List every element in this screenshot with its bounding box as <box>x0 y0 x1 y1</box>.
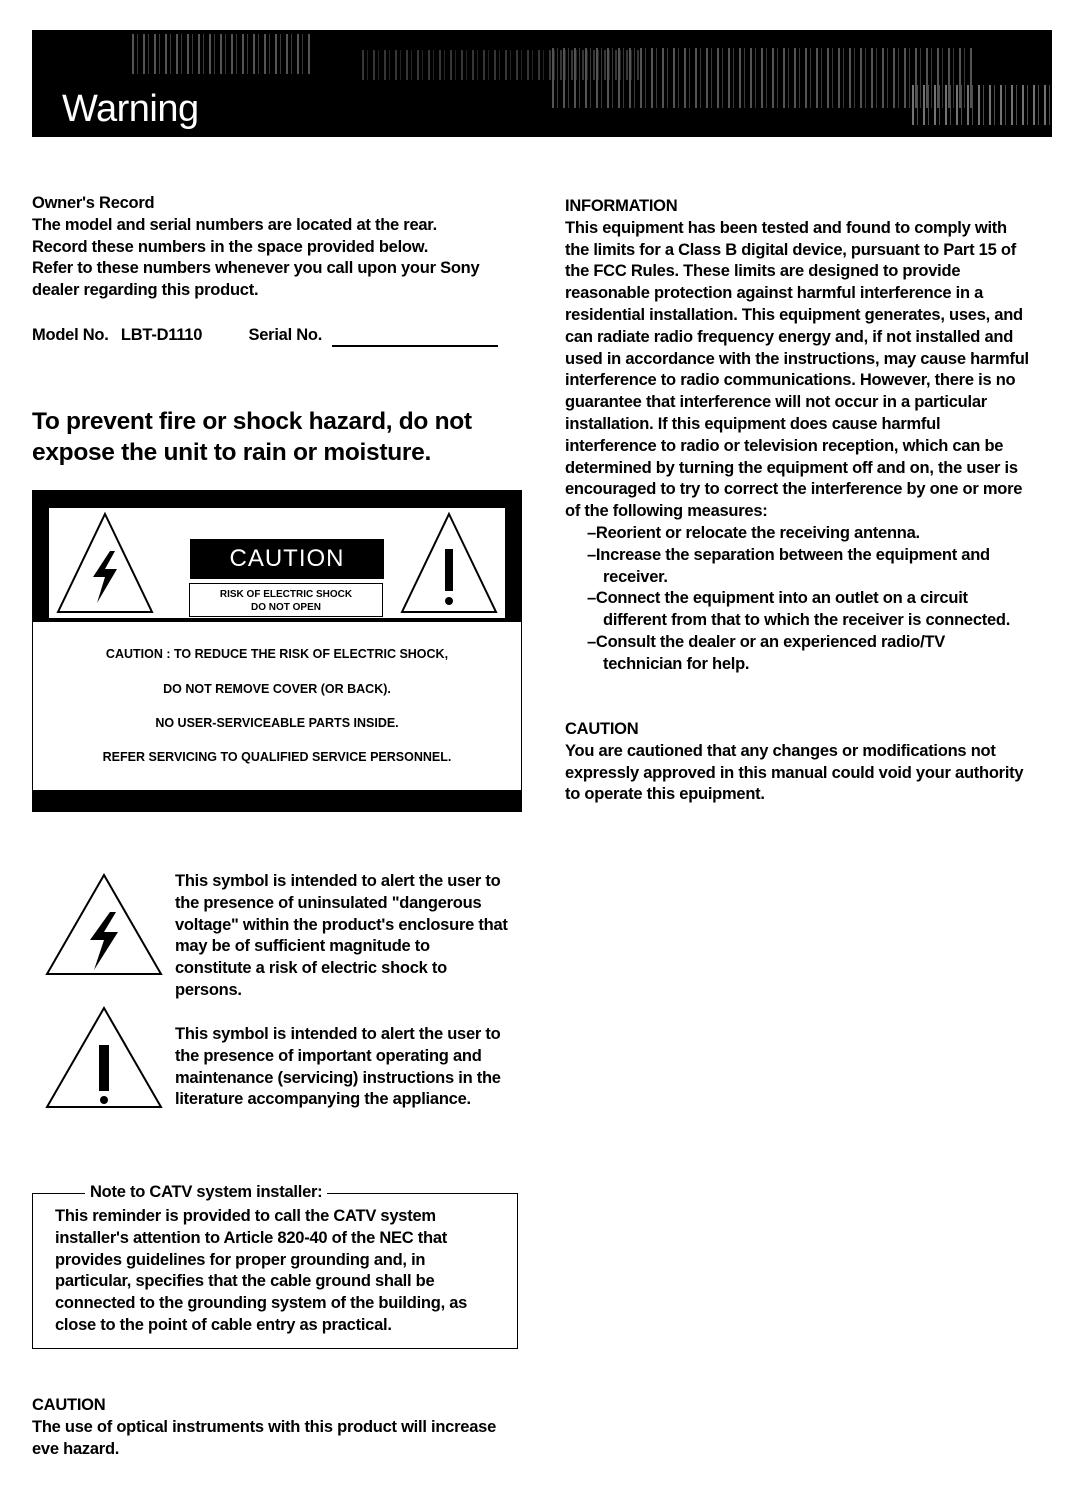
hazard-line: To prevent fire or shock hazard, do not <box>32 408 472 435</box>
modification-caution-line: to operate this epuipment. <box>565 785 765 804</box>
information-line: determined by turning the equipment off and on, the user is <box>565 458 1018 477</box>
caution-label <box>189 538 385 626</box>
catv-note-box <box>32 1183 518 1349</box>
description-line: constitute a risk of electric shock to <box>175 959 447 978</box>
information-line: of the following measures: <box>565 502 768 521</box>
owners-record-heading: Owner's Record <box>32 194 155 212</box>
lightning-triangle-icon <box>44 872 164 978</box>
information-line: residential installation. This equipment generates, uses, and <box>565 305 1023 324</box>
caution-plate-top <box>49 508 505 618</box>
measure-line: technician for help. <box>603 654 750 673</box>
catv-note-line: provides guidelines for proper grounding and, in <box>55 1250 426 1269</box>
optical-caution-line: eve hazard. <box>32 1439 120 1458</box>
model-label: Model No. <box>32 326 109 344</box>
warning-banner <box>32 30 1052 137</box>
information-line: interference to radio communications. However, there is no <box>565 371 1016 390</box>
caution-sub-box <box>189 583 383 617</box>
caution-plate-line: REFER SERVICING TO QUALIFIED SERVICE PERSONNEL. <box>102 750 452 764</box>
caution-sub-line: RISK OF ELECTRIC SHOCK <box>219 589 353 600</box>
modification-caution-heading: CAUTION <box>565 720 639 738</box>
caution-word: CAUTION <box>190 539 384 579</box>
model-value: LBT-D1110 <box>120 326 203 344</box>
catv-note-line: This reminder is provided to call the CATV system <box>55 1207 436 1225</box>
information-line: reasonable protection against harmful interference in a <box>565 284 984 303</box>
catv-note-line: particular, specifies that the cable ground shall be <box>55 1272 435 1291</box>
caution-plate-line: DO NOT REMOVE COVER (OR BACK). <box>163 682 391 696</box>
measure-line: –Increase the separation between the equipment and <box>587 545 990 564</box>
information-heading: INFORMATION <box>565 197 678 215</box>
catv-note-line: connected to the grounding system of the building, as <box>55 1294 468 1313</box>
owners-record-line: The model and serial numbers are located at the rear. <box>32 215 437 234</box>
owners-record-line: Refer to these numbers whenever you call upon your Sony <box>32 259 480 278</box>
description-line: the presence of uninsulated "dangerous <box>175 893 482 912</box>
page-title: Warning <box>62 88 199 130</box>
serial-label: Serial No. <box>248 326 323 344</box>
information-line: installation. If this equipment does cause harmful <box>565 414 941 433</box>
fcc-information <box>565 196 1060 676</box>
optical-caution-heading: CAUTION <box>32 1396 106 1414</box>
information-line: the limits for a Class B digital device, pursuant to Part 15 of <box>565 240 1016 259</box>
optical-caution-line: The use of optical instruments with this product will increase <box>32 1417 496 1436</box>
measure-line: –Consult the dealer or an experienced radio/TV <box>587 632 946 651</box>
modification-caution <box>565 719 1060 806</box>
description-line: maintenance (servicing) instructions in the <box>175 1068 501 1087</box>
lightning-triangle-icon <box>55 511 155 615</box>
information-line: encouraged to try to correct the interference by one or more <box>565 480 1023 499</box>
measure-line: different from that to which the receiver is connected. <box>603 611 1011 630</box>
catv-note-line: installer's attention to Article 820-40 of the NEC that <box>55 1228 448 1247</box>
owners-record-line: Record these numbers in the space provided below. <box>32 237 429 256</box>
hazard-warning <box>32 406 472 468</box>
description-line: voltage" within the product's enclosure that <box>175 915 508 934</box>
exclamation-symbol-description <box>175 1024 535 1111</box>
owners-record <box>32 193 532 302</box>
information-line: used in accordance with the instructions, may cause harmful <box>565 349 1029 368</box>
information-line: can radiate radio frequency energy and, if not installed and <box>565 327 1014 346</box>
measure-line: –Connect the equipment into an outlet on a circuit <box>587 589 968 608</box>
modification-caution-line: You are cautioned that any changes or modifications not <box>565 741 996 760</box>
optical-caution <box>32 1395 552 1460</box>
description-line: persons. <box>175 980 242 999</box>
catv-note-body <box>55 1206 515 1337</box>
information-line: guarantee that interference will not occur in a particular <box>565 393 987 412</box>
model-serial-row <box>32 325 532 347</box>
caution-plate-line: CAUTION : TO REDUCE THE RISK OF ELECTRIC SHOCK, <box>105 647 449 661</box>
information-line: interference to radio or television reception, which can be <box>565 436 1004 455</box>
information-line: This equipment has been tested and found to comply with <box>565 218 1007 237</box>
exclamation-triangle-icon <box>44 1005 164 1111</box>
caution-plate <box>32 490 522 812</box>
caution-plate-bottom <box>33 622 521 790</box>
description-line: literature accompanying the appliance. <box>175 1090 471 1109</box>
measure-line: receiver. <box>603 567 668 586</box>
hazard-line: expose the unit to rain or moisture. <box>32 439 431 466</box>
caution-plate-line: NO USER-SERVICEABLE PARTS INSIDE. <box>155 716 399 730</box>
serial-blank-line <box>332 345 498 347</box>
measure-line: –Reorient or relocate the receiving antenna. <box>587 523 920 542</box>
owners-record-line: dealer regarding this product. <box>32 281 259 300</box>
exclamation-triangle-icon <box>399 511 499 615</box>
catv-note-line: close to the point of cable entry as practical. <box>55 1315 392 1334</box>
description-line: This symbol is intended to alert the user to <box>175 1025 501 1043</box>
description-line: may be of sufficient magnitude to <box>175 937 430 956</box>
description-line: This symbol is intended to alert the user to <box>175 872 501 890</box>
description-line: the presence of important operating and <box>175 1046 482 1065</box>
lightning-symbol-description <box>175 871 535 1002</box>
information-line: the FCC Rules. These limits are designed to provide <box>565 262 961 281</box>
caution-sub-line: DO NOT OPEN <box>250 602 321 613</box>
catv-note-title: Note to CATV system installer: <box>85 1182 327 1204</box>
modification-caution-line: expressly approved in this manual could void your authority <box>565 763 1024 782</box>
